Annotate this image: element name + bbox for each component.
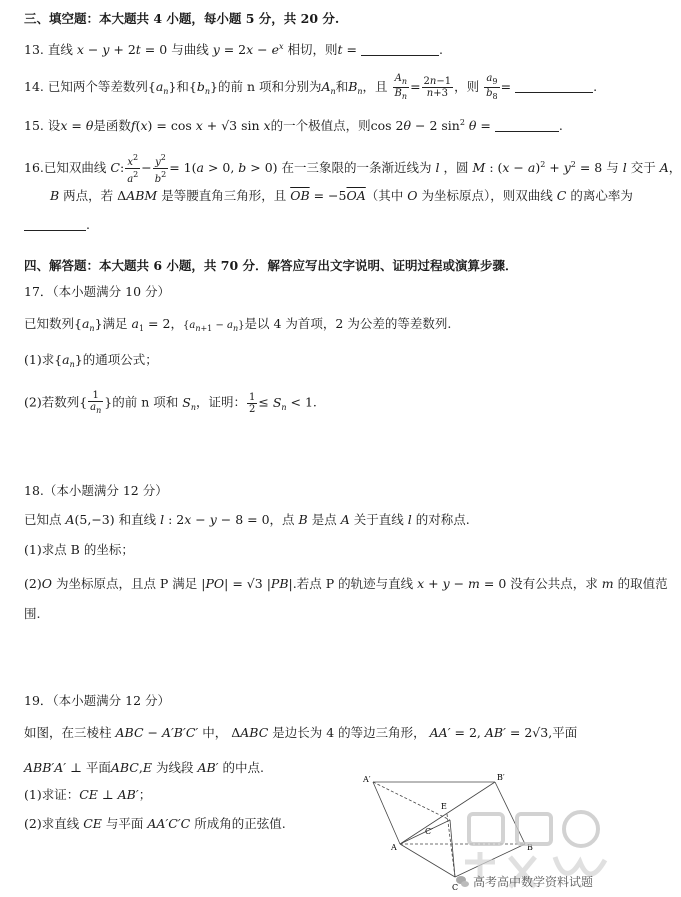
label-c: C <box>452 883 459 892</box>
label-c-prime: C′ <box>425 827 433 836</box>
question-17-stem: 已知数列$\{a_n\}$满足 $a_1 = 2$，$\{a_{n+1} - a_n\}$是以 4 为首项，2 为公差的等差数列. <box>24 316 452 333</box>
question-18-part-2: (2)O 为坐标原点，且点 P 满足 |PO| = √3 |PB|.若点 P 的轨迹与直线 x + y − m = 0 没有公共点，求 m 的取值范 <box>24 576 668 591</box>
question-14: 14. 已知两个等差数列$\{a_n\}$和$\{b_n\}$的前 n 项和分别为$A_n$和$B_n$，且 $\frac{A_n}{B_n}$ = $\frac{2n-1}{n+3}$ ，则 $\frac{a_9}{b_8}$ = . <box>24 73 598 101</box>
label-a: A <box>391 843 397 852</box>
label-b-prime: B′ <box>497 773 505 782</box>
label-b: B <box>527 843 533 852</box>
question-17-part-1: (1)求$\{a_n\}$的通项公式； <box>24 352 158 369</box>
answer-blank-15[interactable] <box>495 119 559 132</box>
watermark-logo <box>455 802 635 897</box>
question-18-heading: 18.（本小题满分 12 分） <box>24 483 168 498</box>
question-19-part-1: (1)求证：CE ⊥ AB′； <box>24 787 152 802</box>
answer-blank-14[interactable] <box>515 80 593 93</box>
question-16-line-3: . <box>24 217 90 233</box>
question-19-heading: 19．（本小题满分 12 分） <box>24 693 171 708</box>
wechat-icon <box>456 876 469 887</box>
section-3-heading: 三、填空题：本大题共 4 小题，每小题 5 分，共 20 分. <box>24 11 340 26</box>
question-19-stem-2: ABB′A′ ⊥ 平面ABC,E 为线段 AB′ 的中点. <box>24 760 264 775</box>
section-4-heading: 四、解答题：本大题共 6 小题，共 70 分．解答应写出文字说明、证明过程或演算步骤． <box>24 258 518 273</box>
question-16-line-2: B 两点，若 ΔABM 是等腰直角三角形，且 $\overline{OB} = -5\overline{OA}$（其中 O 为坐标原点），则双曲线 C 的离心率为 <box>50 188 633 203</box>
question-17-part-2: (2)若数列{ $\frac{1}{a_n}$ }的前 n 项和 $S_n$，证明： $\frac{1}{2}$ ≤ $S_n < 1$. <box>24 390 317 415</box>
watermark-text: 高考高中数学资料试题 <box>473 875 594 889</box>
label-e: E <box>441 802 447 811</box>
answer-blank-16[interactable] <box>24 218 86 231</box>
question-16-line-1: 16.已知双曲线 C: $\frac{x^2}{a^2}$ − $\frac{y^2}{b^2}$ = 1(a > 0, b > 0) 在一三象限的一条渐近线为 l ，圆 M : $(x - a)^2 + y^2 = 8$ 与 l 交于 A， <box>24 153 681 185</box>
label-a-prime: A′ <box>363 775 371 784</box>
question-18-part-2-cont: 围. <box>24 606 41 621</box>
question-18-stem: 已知点 A(5,−3) 和直线 l : 2x − y − 8 = 0，点 B 是点 A 关于直线 l 的对称点. <box>24 512 470 527</box>
answer-blank-13[interactable] <box>361 43 439 56</box>
question-17-heading: 17．（本小题满分 10 分） <box>24 284 171 299</box>
question-19-part-2: (2)求直线 CE 与平面 AA′C′C 所成角的正弦值. <box>24 816 286 831</box>
question-18-part-1: (1)求点 B 的坐标； <box>24 542 134 557</box>
question-15: 15. 设x = θ是函数f(x) = cos x + √3 sin x的一个极值点，则cos 2θ − 2 $\sin^2 \theta$ = . <box>24 118 563 133</box>
question-13: 13. 直线 x − y + 2t = 0 与曲线 $y = 2x - e^x$ 相切，则t = . <box>24 42 443 57</box>
question-19-stem-1: 如图，在三棱柱 ABC − A′B′C′ 中， ΔABC 是边长为 4 的等边三角形， AA′ = 2, AB′ = 2√3,平面 <box>24 725 578 740</box>
